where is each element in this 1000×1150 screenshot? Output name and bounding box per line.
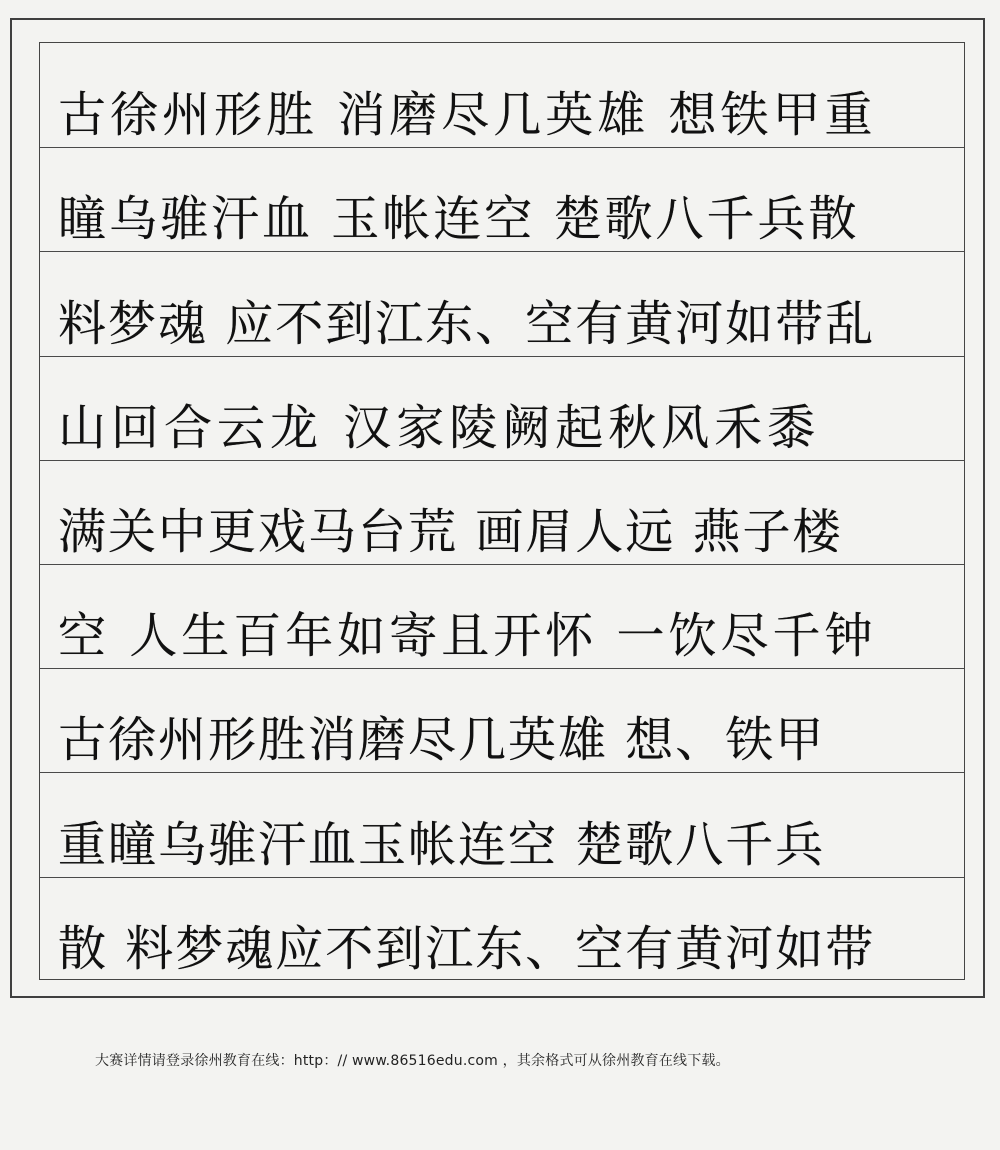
text-row bbox=[40, 772, 964, 876]
poem-line: 空 人生百年如寄且开怀 一饮尽千钟 bbox=[58, 608, 877, 665]
poem-line: 重瞳乌骓汗血玉帐连空 楚歌八千兵 bbox=[58, 816, 826, 873]
poem-line: 古徐州形胜消磨尽几英雄 想、铁甲 bbox=[58, 712, 826, 769]
poem-line: 料梦魂 应不到江东、空有黄河如带乱 bbox=[58, 295, 876, 352]
poem-line: 山回合云龙 汉家陵阙起秋风禾黍 bbox=[58, 399, 821, 456]
text-row bbox=[40, 356, 964, 460]
text-row bbox=[40, 668, 964, 772]
poem-line: 满关中更戏马台荒 画眉人远 燕子楼 bbox=[58, 503, 843, 560]
poem-line: 瞳乌骓汗血 玉帐连空 楚歌八千兵散 bbox=[58, 191, 860, 248]
poem-line: 散 料梦魂应不到江东、空有黄河如带 bbox=[58, 920, 876, 977]
poem-line: 古徐州形胜 消磨尽几英雄 想铁甲重 bbox=[58, 87, 877, 144]
calligraphy-grid bbox=[39, 42, 965, 980]
text-row bbox=[40, 877, 964, 980]
text-row bbox=[40, 147, 964, 251]
text-row bbox=[40, 460, 964, 564]
text-row bbox=[40, 251, 964, 355]
text-row bbox=[40, 564, 964, 668]
text-row bbox=[40, 43, 964, 147]
footer-note: 大赛详情请登录徐州教育在线：http：// www.86516edu.com ，其余格式可从徐州教育在线下载。 bbox=[95, 1053, 730, 1069]
